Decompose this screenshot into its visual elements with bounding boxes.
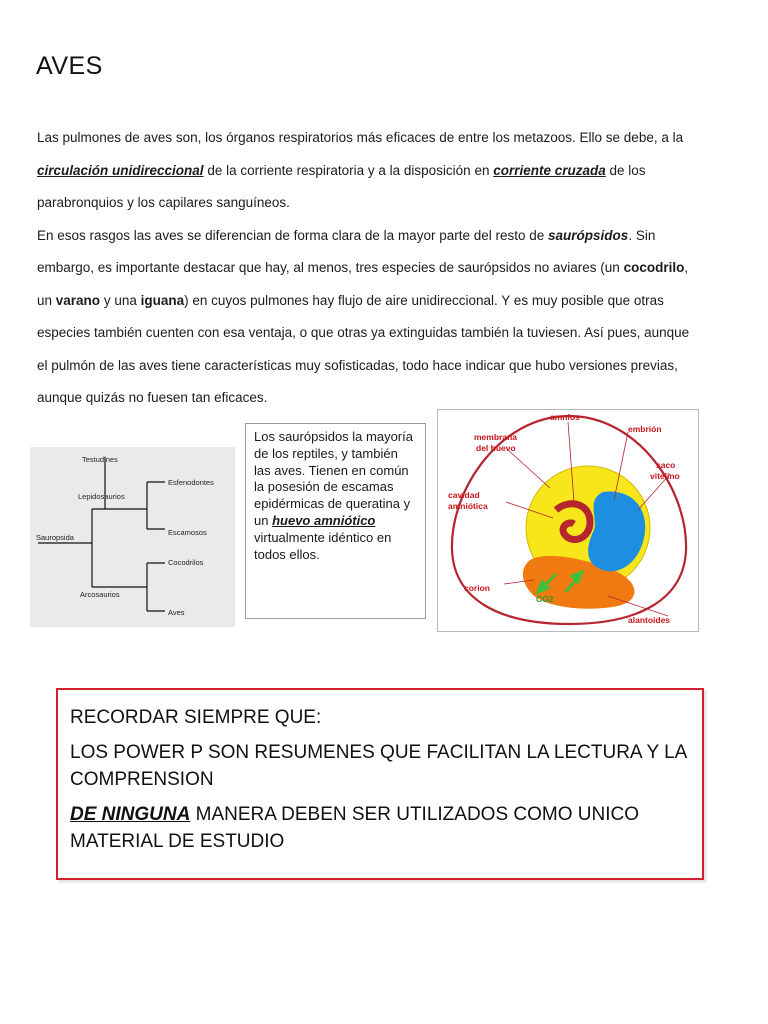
egg-illustration [438,410,700,633]
text-segment: y una [100,292,141,308]
label-lepidosaurios: Lepidosaurios [78,492,125,501]
notice-heading: RECORDAR SIEMPRE QUE: [70,707,322,728]
label-esfenodontes: Esfenodontes [168,478,214,487]
text-segment: En esos rasgos las aves se diferencian de forma clara de la mayor parte del resto de [37,227,549,243]
page-title: AVES [36,52,103,80]
label-corion: corion [464,583,490,593]
reminder-notice-box [56,688,704,880]
emphasis-sauropsidos: saurópsidos [548,227,629,243]
label-saco: saco [656,460,676,470]
label-membrana: membrana [474,432,517,442]
emphasis-circulacion: circulación unidireccional [37,162,204,178]
label-testudines: Testudines [82,455,118,464]
body-paragraph [37,122,693,415]
label-cavidad: cavidad [448,490,480,500]
emphasis-corriente-cruzada: corriente cruzada [493,162,606,178]
text-segment: de los parabronquios y los capilares sanguíneos. [37,162,646,210]
notice-line-2: LOS POWER P SON RESUMENES QUE FACILITAN LA LECTURA Y LA COMPRENSION [70,742,687,790]
emphasis-iguana: iguana [140,292,185,308]
text-segment: Las pulmones de aves son, los órganos respiratorios más eficaces de entre los metazoos. Ello se debe, a la [37,130,684,145]
phylogenetic-tree [30,447,235,627]
emphasis-varano: varano [55,292,101,308]
sauropsidos-text: Los saurópsidos la mayoría de los reptiles, y también las aves. Tienen en común la posesión de escamas epidérmicas de queratina y un [254,429,413,528]
label-aves: Aves [168,608,185,617]
sauropsidos-text-end: virtualmente idéntico en todos ellos. [254,529,392,562]
notice-line-3-text: MANERA DEBEN SER UTILIZADOS COMO UNICO MATERIAL DE ESTUDIO [70,804,640,852]
tree-diagram [30,447,235,627]
label-vitelino: vitelino [650,471,680,481]
text-segment: ) en cuyos pulmones hay flujo de aire unidireccional. Y es muy posible que otras especies también cuenten con esa ventaja, o que otras ya extinguidas también la tuviesen. Así pues, aunque el pulmón de las aves tiene características muy sofisticadas, todo hace indicar que hubo versiones previas, aunque quizás no fuesen tan eficaces. [37,292,690,405]
emphasis-cocodrilo: cocodrilo [623,260,685,275]
label-escamosos: Escamosos [168,528,207,537]
label-sauropsida: Sauropsida [36,533,74,542]
label-alantoides: alantoides [628,615,671,625]
emphasis-huevo-amniotico: huevo amniótico [272,512,376,528]
label-amniotica: amniótica [448,501,488,511]
text-segment: de la corriente respiratoria y a la disposición en [203,162,494,178]
text-segment: . Sin embargo, es importante destacar que hay, al menos, tres especies de saurópsidos no aviares (un [37,227,656,275]
label-cocodrilos: Cocodrilos [168,558,204,567]
emphasis-de-ninguna: DE NINGUNA [70,804,191,825]
label-co2: CO2 [536,594,554,604]
label-embrion: embrión [628,424,662,434]
sauropsidos-textbox [245,423,426,619]
notice-line-3 [70,801,690,855]
label-amnios: amnios [550,412,580,422]
text-segment: , un [37,260,689,308]
label-arcosaurios: Arcosaurios [80,590,120,599]
amniotic-egg-diagram [437,409,699,632]
label-del-huevo: del huevo [476,443,516,453]
